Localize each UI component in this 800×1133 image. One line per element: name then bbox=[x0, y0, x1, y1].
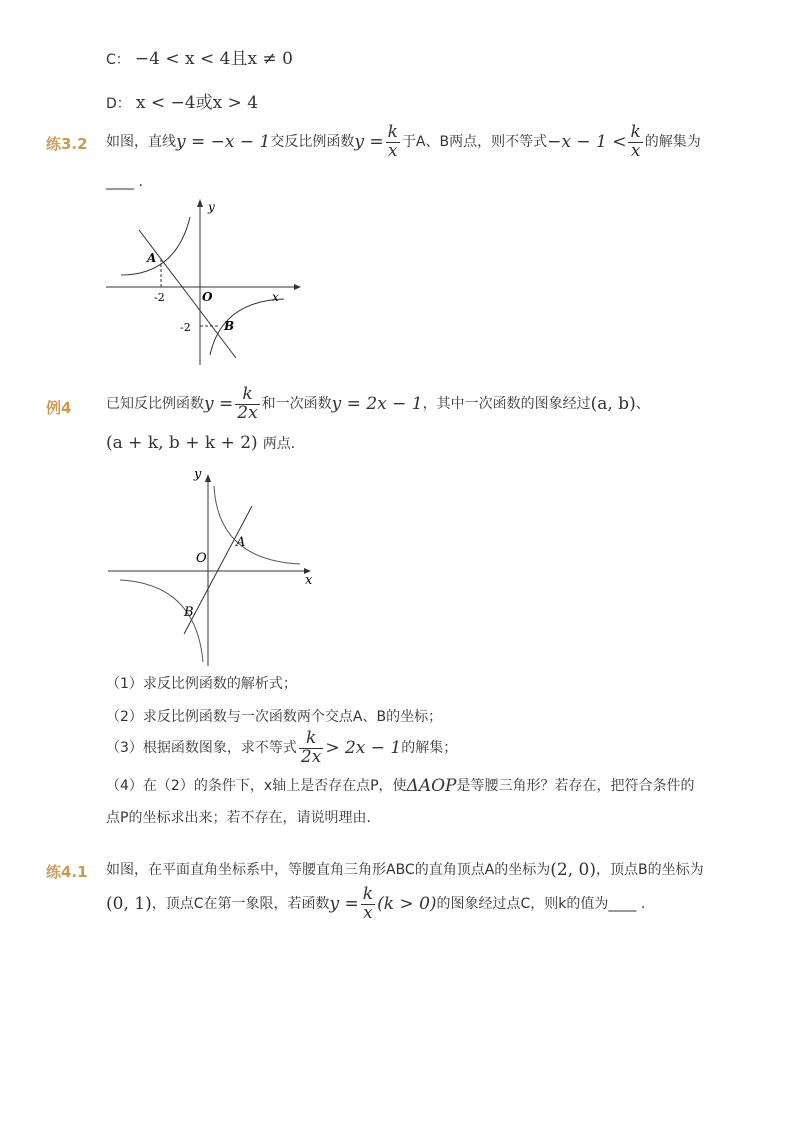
ex41-frac-numerator: k bbox=[362, 884, 374, 904]
option-c-label: C： bbox=[106, 52, 130, 68]
ex32-y-label: y bbox=[208, 200, 215, 214]
ex4-question-2: （2）求反比例函数与一次函数两个交点A、B的坐标； bbox=[106, 709, 443, 725]
exercise-4-1-label: 练4.1 bbox=[46, 863, 88, 881]
ex41-text-4: 的图象经过点C，则k的值为____ . bbox=[436, 896, 646, 913]
ex32-frac-denominator: x bbox=[387, 140, 398, 161]
ex32-frac-numerator: k bbox=[387, 122, 398, 142]
ex32-text-2: 交反比例函数 bbox=[270, 134, 355, 151]
ex4-q4-triangle: ΔAOP bbox=[406, 776, 457, 796]
ex4-question-1: （1）求反比例函数的解析式； bbox=[106, 676, 297, 692]
exercise-4-1-text-line-2 bbox=[106, 886, 645, 923]
ex41-point-b-coord: (0, 1) bbox=[106, 894, 152, 915]
ex4-point-1: (a, b) bbox=[590, 394, 636, 415]
ex4-q3-inequality: > 2x − 1 bbox=[325, 738, 402, 759]
ex32-fraction-k-over-x bbox=[386, 124, 400, 161]
ex4-y-label: y bbox=[194, 467, 202, 482]
ex4-line bbox=[184, 506, 252, 634]
ex32-line-equation: y = −x − 1 bbox=[176, 132, 271, 153]
ex4-q4-text-2: 是等腰三角形？若存在，把符合条件的 bbox=[456, 778, 695, 794]
ex41-text-2: ，顶点B的坐标为 bbox=[596, 862, 704, 878]
ex32-x-axis-arrow bbox=[294, 284, 301, 290]
ex4-linear-equation: y = 2x − 1 bbox=[331, 394, 423, 415]
exercise-4-1-text bbox=[106, 860, 704, 880]
ex32-answer-blank: ____ . bbox=[106, 174, 143, 190]
ex32-origin-label: O bbox=[202, 290, 213, 304]
ex32-hyperbola-branch-2 bbox=[121, 217, 190, 275]
ex32-hyperbola-branch-4 bbox=[210, 299, 284, 355]
ex4-q3-text-2: 的解集； bbox=[401, 740, 458, 757]
ex4-q3-frac-denominator: 2x bbox=[300, 746, 322, 767]
ex4-question-4-line-2: 点P的坐标求出来；若不存在，请说明理由． bbox=[106, 810, 381, 826]
ex41-text-1: 如图，在平面直角坐标系中，等腰直角三角形ABC的直角顶点A的坐标为 bbox=[106, 862, 551, 878]
example-4-text-line-2 bbox=[106, 433, 305, 454]
ex32-tick-y-label: -2 bbox=[180, 321, 191, 334]
option-c-math: −4 < x < 4且x ≠ 0 bbox=[134, 49, 293, 69]
ex4-q3-fraction bbox=[299, 730, 323, 767]
ex41-condition: (k > 0) bbox=[377, 894, 437, 915]
ex32-intersection-points: 于A、B两点 bbox=[401, 134, 478, 151]
ex4-frac-numerator: k bbox=[235, 386, 259, 405]
ex32-frac2-denominator: x bbox=[630, 140, 641, 161]
ex32-fraction-k-over-x-2 bbox=[628, 124, 642, 161]
ex4-point-b-label: B bbox=[184, 605, 194, 620]
option-d bbox=[106, 88, 258, 114]
option-d-label: D： bbox=[106, 96, 131, 112]
ex32-point-b-label: B bbox=[224, 319, 235, 333]
ex32-text-4: 的解集为 bbox=[644, 134, 701, 151]
ex41-text-3: ，顶点C在第一象限，若函数 bbox=[151, 896, 330, 913]
ex4-q3-text-1: （3）根据函数图象，求不等式 bbox=[106, 740, 297, 757]
ex41-fraction-k-over-x bbox=[361, 886, 375, 923]
ex4-function-lhs: y = bbox=[204, 394, 234, 415]
example-4-text bbox=[106, 386, 650, 423]
exercise-3-2-text bbox=[106, 124, 701, 161]
option-d-math: x < −4或x > 4 bbox=[135, 93, 259, 113]
ex4-graph bbox=[104, 462, 324, 670]
ex32-function-lhs: y = bbox=[354, 132, 384, 153]
ex4-x-label: x bbox=[305, 573, 313, 588]
ex41-point-a-coord: (2, 0) bbox=[550, 860, 597, 880]
ex4-frac-denominator: 2x bbox=[237, 402, 258, 423]
ex32-x-label: x bbox=[272, 290, 279, 304]
ex4-text-5: 两点． bbox=[262, 436, 305, 452]
example-4-label: 例4 bbox=[46, 399, 72, 417]
ex4-point-2: (a + k, b + k + 2) bbox=[106, 433, 258, 453]
ex32-text-3: ，则不等式 bbox=[477, 134, 548, 151]
ex4-text-4: 、 bbox=[635, 396, 650, 413]
ex4-point-a-label: A bbox=[236, 535, 246, 550]
ex32-graph bbox=[104, 195, 304, 367]
ex4-fraction-k-over-2x bbox=[235, 386, 259, 423]
ex32-inequality-lhs: −x − 1 < bbox=[547, 132, 627, 153]
ex32-tick-x-label: -2 bbox=[154, 291, 165, 304]
ex4-origin-label: O bbox=[196, 551, 207, 566]
ex4-q3-frac-numerator: k bbox=[299, 730, 323, 749]
exercise-3-2-label: 练3.2 bbox=[46, 135, 88, 153]
ex32-text-1: 如图，直线 bbox=[106, 134, 176, 151]
ex41-function-lhs: y = bbox=[329, 894, 359, 915]
ex4-text-3: ，其中一次函数的图象经过 bbox=[422, 396, 591, 413]
ex4-question-3 bbox=[106, 730, 457, 767]
ex32-frac2-numerator: k bbox=[630, 122, 641, 142]
ex32-point-a-label: A bbox=[147, 251, 157, 265]
option-c bbox=[106, 44, 293, 70]
ex4-text-1: 已知反比例函数 bbox=[106, 396, 204, 413]
ex4-question-4 bbox=[106, 776, 694, 796]
ex41-frac-denominator: x bbox=[363, 902, 373, 923]
ex4-text-2: 和一次函数 bbox=[261, 396, 332, 413]
ex4-q4-text-1: （4）在（2）的条件下，x轴上是否存在点P，使 bbox=[106, 778, 407, 794]
ex4-y-axis-arrow bbox=[205, 474, 211, 482]
ex32-y-axis-arrow bbox=[197, 199, 203, 207]
